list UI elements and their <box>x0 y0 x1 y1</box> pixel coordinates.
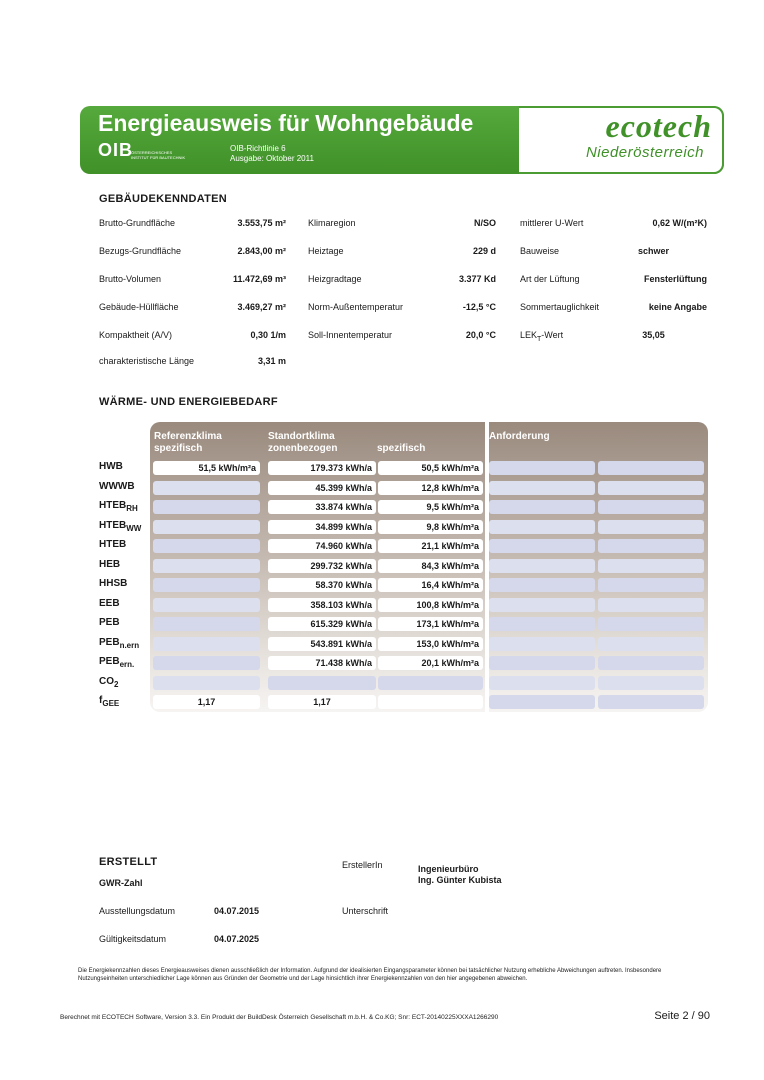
energy-row-label-sub: ern. <box>119 660 135 669</box>
energy-cell-zonenbezogen: 358.103 kWh/a <box>268 598 376 612</box>
energy-row-label-main: PEB <box>99 637 120 648</box>
energy-cell-zonenbezogen: 179.373 kWh/a <box>268 461 376 475</box>
energy-cell-referenz: 1,17 <box>153 695 260 709</box>
energy-cell-anforderung-2 <box>598 578 704 592</box>
energy-cell-zonenbezogen: 34.899 kWh/a <box>268 520 376 534</box>
energy-cell-anforderung-1 <box>489 617 595 631</box>
energy-cell-spezifisch: 153,0 kWh/m²a <box>378 637 483 651</box>
energy-cell-anforderung-2 <box>598 539 704 553</box>
energy-row-label-sub: 2 <box>114 680 119 689</box>
energy-cell-anforderung-2 <box>598 637 704 651</box>
header-referenzklima <box>154 431 222 455</box>
unterschrift-label: Unterschrift <box>342 906 389 916</box>
energy-cell-anforderung-1 <box>489 695 595 709</box>
kenndaten-label-rest: -Wert <box>541 330 564 340</box>
header-anforderung: Anforderung <box>489 431 550 442</box>
section-waerme-energiebedarf: WÄRME- UND ENERGIEBEDARF <box>99 396 278 408</box>
certificate-header <box>80 106 724 174</box>
software-note: Berechnet mit ECOTECH Software, Version 3.3. Ein Produkt der BuildDesk Österreich Gesellschaft m.b.H. & Co.KG; Snr: ECT-20140225XXXA1266290 <box>60 1014 499 1021</box>
kenndaten-label: Heizgradtage <box>308 274 362 284</box>
energy-cell-anforderung-1 <box>489 461 595 475</box>
kenndaten-value: 3.553,75 m² <box>237 218 286 228</box>
energy-cell-anforderung-1 <box>489 637 595 651</box>
energy-row-label-main: HTEB <box>99 520 127 531</box>
energy-cell-anforderung-1 <box>489 598 595 612</box>
kenndaten-label: Bezugs-Grundfläche <box>99 246 182 256</box>
energy-cell-spezifisch: 12,8 kWh/m²a <box>378 481 483 495</box>
energy-row-label-main: EEB <box>99 598 120 609</box>
ausstellungsdatum-value: 04.07.2015 <box>214 906 260 916</box>
energy-row-label <box>99 656 134 669</box>
energy-cell-anforderung-2 <box>598 481 704 495</box>
kenndaten-label: Norm-Außentemperatur <box>308 302 404 312</box>
richtlinie-name: OIB-Richtlinie 6 <box>230 144 286 153</box>
energy-cell-referenz <box>153 500 260 514</box>
energy-cell-zonenbezogen: 299.732 kWh/a <box>268 559 376 573</box>
energy-row-label-main: HEB <box>99 559 121 570</box>
energy-cell-anforderung-2 <box>598 500 704 514</box>
erstellerin-value-2: Ing. Günter Kubista <box>418 875 502 885</box>
kenndaten-value: 11.472,69 m³ <box>232 274 286 284</box>
energy-cell-spezifisch: 20,1 kWh/m²a <box>378 656 483 670</box>
energy-cell-spezifisch <box>378 676 483 690</box>
energy-cell-zonenbezogen: 615.329 kWh/a <box>268 617 376 631</box>
richtlinie-ausgabe: Ausgabe: Oktober 2011 <box>230 154 314 163</box>
energy-row-label <box>99 559 120 570</box>
energy-cell-anforderung-1 <box>489 500 595 514</box>
energy-cell-spezifisch: 9,8 kWh/m²a <box>378 520 483 534</box>
energy-cell-anforderung-2 <box>598 461 704 475</box>
oib-logo <box>98 140 186 161</box>
page-title: Energieausweis für Wohngebäude <box>98 110 474 136</box>
kenndaten-label: mittlerer U-Wert <box>520 218 584 228</box>
kenndaten-value: keine Angabe <box>648 302 707 312</box>
energy-row-label <box>99 461 123 472</box>
kenndaten-value: 2.843,00 m² <box>237 246 286 256</box>
kenndaten-label: Art der Lüftung <box>520 274 580 284</box>
energy-cell-referenz <box>153 539 260 553</box>
energy-cell-anforderung-1 <box>489 578 595 592</box>
energy-cell-anforderung-1 <box>489 676 595 690</box>
kenndaten-value: 3,31 m <box>257 356 286 366</box>
energy-row-label-main: PEB <box>99 656 120 667</box>
energy-cell-spezifisch: 16,4 kWh/m²a <box>378 578 483 592</box>
energy-cell-zonenbezogen: 543.891 kWh/a <box>268 637 376 651</box>
energy-row-label <box>99 598 120 609</box>
header-spezifisch: spezifisch <box>377 443 426 454</box>
energy-cell-anforderung-2 <box>598 520 704 534</box>
energy-row-label-main: HWB <box>99 461 123 472</box>
header-ref-2: spezifisch <box>154 443 203 454</box>
energy-cell-anforderung-2 <box>598 676 704 690</box>
kenndaten-value: 0,62 W/(m²K) <box>652 218 707 228</box>
kenndaten-label <box>520 330 563 343</box>
page-number: Seite 2 / 90 <box>654 1010 710 1022</box>
energy-cell-referenz <box>153 578 260 592</box>
energy-row-label-main: f <box>99 695 103 706</box>
energy-row-label <box>99 500 138 513</box>
energy-row-label <box>99 676 118 689</box>
energy-cell-referenz <box>153 617 260 631</box>
disclaimer-text: Die Energiekennzahlen dieses Energieausweises dienen ausschließlich der Information. Aufgrund der idealisierten Eingangsparameter können bei tatsächlicher Nutzung erhebliche Abweichungen auftreten. Insbesondere Nutzungseinheiten unterschiedlicher Lage können aus Gründen der Geometrie und der Lage hinsichtlich ihrer Energiekennzahlen von den hier angegebenen abweichen. <box>78 968 662 982</box>
energy-cell-anforderung-1 <box>489 481 595 495</box>
energy-cell-spezifisch: 173,1 kWh/m²a <box>378 617 483 631</box>
header-ref-1: Referenzklima <box>154 431 222 442</box>
energy-cell-anforderung-2 <box>598 598 704 612</box>
energy-row-label-main: HTEB <box>99 500 127 511</box>
energy-cell-anforderung-1 <box>489 539 595 553</box>
energy-cell-zonenbezogen: 1,17 <box>268 695 376 709</box>
kenndaten-label: Brutto-Grundfläche <box>99 218 176 228</box>
kenndaten-label-main: LEK <box>520 330 538 340</box>
oib-sub-2: INSTITUT FÜR BAUTECHNIK <box>131 155 186 160</box>
kenndaten-label: Klimaregion <box>308 218 356 228</box>
ausstellungsdatum-label: Ausstellungsdatum <box>99 906 176 916</box>
brand-panel <box>519 106 724 174</box>
energy-row-label-sub: GEE <box>102 699 120 708</box>
erstellerin-value-1: Ingenieurbüro <box>418 864 479 874</box>
kenndaten-value: 35,05 <box>642 330 665 340</box>
header-standortklima <box>268 431 337 455</box>
richtlinie-info <box>230 144 314 164</box>
energy-cell-anforderung-1 <box>489 656 595 670</box>
energy-row-label-main: PEB <box>99 617 120 628</box>
energy-cell-referenz: 51,5 kWh/m²a <box>153 461 260 475</box>
kenndaten-value: 3.469,27 m² <box>237 302 286 312</box>
energy-cell-anforderung-2 <box>598 656 704 670</box>
kenndaten-label: Brutto-Volumen <box>99 274 162 284</box>
kenndaten-label: Heiztage <box>308 246 344 256</box>
kenndaten-label: Bauweise <box>520 246 560 256</box>
kenndaten-label: Kompaktheit (A/V) <box>99 330 173 340</box>
energy-row-label <box>99 695 119 708</box>
energy-cell-zonenbezogen <box>268 676 376 690</box>
energy-row-label-main: HHSB <box>99 578 128 589</box>
energy-row-label <box>99 637 139 650</box>
energy-row-label-main: HTEB <box>99 539 127 550</box>
kenndaten-value: schwer <box>637 246 670 256</box>
erstellerin-label: ErstellerIn <box>342 860 383 870</box>
oib-sub-1: ÖSTERREICHISCHES <box>131 150 173 155</box>
oib-logo-subtitle <box>131 150 211 160</box>
section-erstellt: ERSTELLT <box>99 856 158 868</box>
energy-cell-zonenbezogen: 58.370 kWh/a <box>268 578 376 592</box>
kenndaten-value: Fensterlüftung <box>644 274 707 284</box>
energy-cell-spezifisch: 50,5 kWh/m²a <box>378 461 483 475</box>
gwr-label: GWR-Zahl <box>99 878 143 888</box>
energy-cell-spezifisch: 84,3 kWh/m²a <box>378 559 483 573</box>
energy-cell-referenz <box>153 520 260 534</box>
energy-cell-referenz <box>153 676 260 690</box>
kenndaten-label-sub: T <box>537 335 542 343</box>
energy-row-label-sub: WW <box>126 524 142 533</box>
energy-row-label-main: WWWB <box>99 481 135 492</box>
energy-cell-zonenbezogen: 74.960 kWh/a <box>268 539 376 553</box>
energy-cell-referenz <box>153 598 260 612</box>
kenndaten-value: -12,5 °C <box>462 302 496 312</box>
energy-cell-anforderung-2 <box>598 695 704 709</box>
energy-cell-spezifisch <box>378 695 483 709</box>
kenndaten-label: charakteristische Länge <box>99 356 195 366</box>
oib-logo-text: OIB <box>98 140 134 160</box>
energy-cell-anforderung-1 <box>489 559 595 573</box>
gueltigkeitsdatum-label: Gültigkeitsdatum <box>99 934 167 944</box>
energy-row-label <box>99 481 135 492</box>
energy-cell-referenz <box>153 656 260 670</box>
kenndaten-value: 229 d <box>472 246 496 256</box>
energy-cell-spezifisch: 9,5 kWh/m²a <box>378 500 483 514</box>
energy-cell-anforderung-1 <box>489 520 595 534</box>
energy-cell-referenz <box>153 637 260 651</box>
ecotech-region: Niederösterreich <box>585 144 704 161</box>
energy-cell-spezifisch: 100,8 kWh/m²a <box>378 598 483 612</box>
ecotech-logo: ecotech <box>605 108 712 144</box>
energy-row-label-main: CO <box>99 676 114 687</box>
energy-cell-referenz <box>153 481 260 495</box>
energy-cell-referenz <box>153 559 260 573</box>
energy-cell-zonenbezogen: 33.874 kWh/a <box>268 500 376 514</box>
header-std-1: Standortklima <box>268 431 335 442</box>
section-gebaeudekenndaten: GEBÄUDEKENNDATEN <box>99 193 228 205</box>
kenndaten-label: Gebäude-Hüllfläche <box>99 302 179 312</box>
kenndaten-label: Sommertauglichkeit <box>520 302 600 312</box>
energy-cell-zonenbezogen: 71.438 kWh/a <box>268 656 376 670</box>
kenndaten-value: 20,0 °C <box>465 330 496 340</box>
kenndaten-value: 3.377 Kd <box>458 274 496 284</box>
energy-cell-zonenbezogen: 45.399 kWh/a <box>268 481 376 495</box>
gueltigkeitsdatum-value: 04.07.2025 <box>214 934 260 944</box>
energy-row-label-sub: RH <box>126 504 138 513</box>
energy-row-label <box>99 520 141 533</box>
energy-cell-anforderung-2 <box>598 617 704 631</box>
kenndaten-label: Soll-Innentemperatur <box>308 330 393 340</box>
energy-cell-anforderung-2 <box>598 559 704 573</box>
energy-row-label <box>99 617 120 628</box>
kenndaten-value: N/SO <box>473 218 496 228</box>
energy-row-label-sub: n.ern <box>119 641 140 650</box>
energy-cell-spezifisch: 21,1 kWh/m²a <box>378 539 483 553</box>
kenndaten-value: 0,30 1/m <box>250 330 286 340</box>
header-std-2: zonenbezogen <box>268 443 338 454</box>
energy-row-label <box>99 539 126 550</box>
energy-row-label <box>99 578 127 589</box>
